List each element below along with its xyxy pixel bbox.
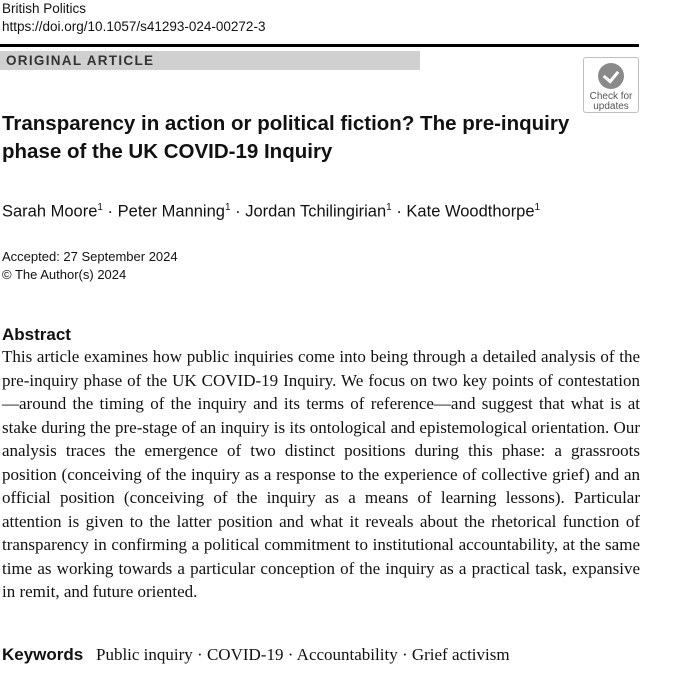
keywords-line [2,644,510,666]
author-name[interactable]: Kate Woodthorpe [406,202,535,221]
accepted-date: Accepted: 27 September 2024 [2,249,178,264]
journal-name: British Politics [2,1,87,16]
author-separator: · [235,202,246,221]
author-affiliation: 1 [534,202,541,213]
badge-label [584,92,638,112]
article-type-label: ORIGINAL ARTICLE [0,51,420,70]
author-list [2,196,540,224]
author-affiliation: 1 [386,202,392,213]
keywords-list: Public inquiry · COVID-19 · Accountability · Grief activism [95,645,510,664]
check-circle-icon [598,63,624,89]
header-rule [0,44,639,47]
badge-line-2: updates [593,101,629,112]
author-name[interactable]: Jordan Tchilingirian [245,202,387,221]
check-for-updates-badge[interactable] [583,57,639,113]
author-affiliation: 1 [224,202,231,213]
author-separator: · [107,202,118,221]
doi-link[interactable]: https://doi.org/10.1057/s41293-024-00272-3 [2,19,266,34]
abstract-text: This article examines how public inquiries come into being through a detailed analysis of the pre-inquiry phase of the UK COVID-19 Inquiry. We focus on two key points of contestation—around the timing of the inquiry and its terms of reference—and suggest that what is at stake during the pre-stage of an inquiry is its ontological and epistemological orientation. Our analysis traces the emergence of two distinct positions during this phase: a grassroots position (conceiving of the inquiry as a response to the experience of collective grief) and an official position (conceiving of the inquiry as a means of learning lessons). Particular attention is given to the latter position and what it reveals about the rhetorical function of transparency in confirming a political commitment to institutional accountability, at the same time as working towards a particular conception of the inquiry as a practical task, expansive in remit, and future oriented. [2,347,640,601]
abstract-heading: Abstract [2,325,71,344]
author-name[interactable]: Peter Manning [117,202,225,221]
copyright-notice: © The Author(s) 2024 [2,267,127,282]
badge-line-1: Check for [589,91,633,102]
article-title: Transparency in action or political fiction? The pre-inquiry phase of the UK COVID-19 Inquiry [2,112,570,163]
keywords-heading: Keywords [2,645,84,664]
author-name[interactable]: Sarah Moore [2,202,98,221]
author-affiliation: 1 [97,202,103,213]
author-separator: · [396,202,407,221]
